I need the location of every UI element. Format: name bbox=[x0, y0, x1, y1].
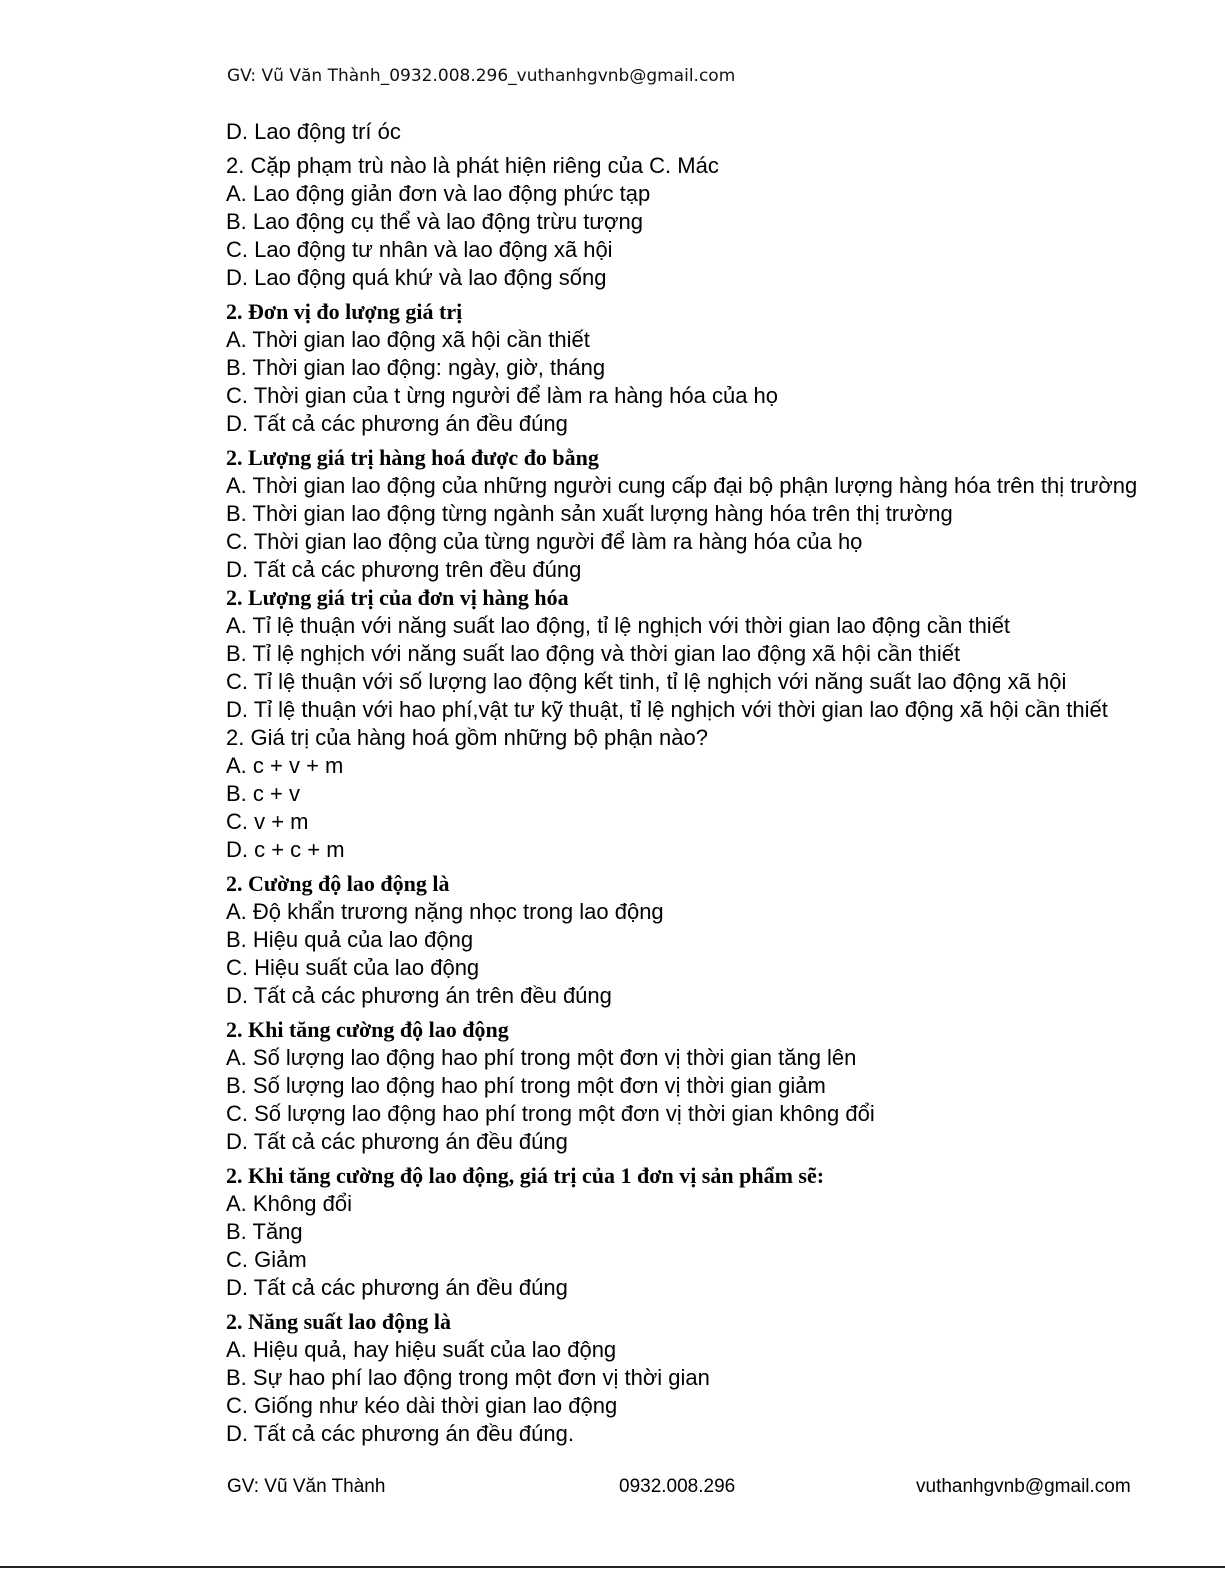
answer-option: D. Tất cả các phương trên đều đúng bbox=[226, 557, 582, 582]
question-title: 2. Cặp phạm trù nào là phát hiện riêng của C. Mác bbox=[226, 153, 719, 178]
answer-option: B. Sự hao phí lao động trong một đơn vị thời gian bbox=[226, 1365, 710, 1390]
answer-option: C. Hiệu suất của lao động bbox=[226, 955, 480, 980]
answer-option: D. Lao động trí óc bbox=[226, 119, 401, 144]
answer-option: A. Tỉ lệ thuận với năng suất lao động, tỉ lệ nghịch với thời gian lao động cần thiết bbox=[226, 613, 1011, 638]
answer-option: B. Tăng bbox=[226, 1219, 303, 1244]
answer-option: B. Thời gian lao động: ngày, giờ, tháng bbox=[226, 355, 606, 380]
answer-option: D. Tất cả các phương án đều đúng bbox=[226, 1275, 568, 1300]
answer-option: A. Thời gian lao động của những người cung cấp đại bộ phận lượng hàng hóa trên thị trường bbox=[226, 473, 1138, 498]
answer-option: B. Lao động cụ thể và lao động trừu tượng bbox=[226, 209, 643, 234]
answer-option: B. Số lượng lao động hao phí trong một đơn vị thời gian giảm bbox=[226, 1073, 826, 1098]
answer-option: A. Lao động giản đơn và lao động phức tạp bbox=[226, 181, 651, 206]
answer-option: D. Tất cả các phương án đều đúng bbox=[226, 1129, 568, 1154]
answer-option: B. Thời gian lao động từng ngành sản xuất lượng hàng hóa trên thị trường bbox=[226, 501, 953, 526]
answer-option: D. Tất cả các phương án trên đều đúng bbox=[226, 983, 612, 1008]
question-title: 2. Cường độ lao động là bbox=[226, 871, 450, 896]
question-title: 2. Giá trị của hàng hoá gồm những bộ phận nào? bbox=[226, 725, 708, 750]
answer-option: A. Thời gian lao động xã hội cần thiết bbox=[226, 327, 590, 352]
answer-option: D. Lao động quá khứ và lao động sống bbox=[226, 265, 607, 290]
question-title: 2. Đơn vị đo lượng giá trị bbox=[226, 299, 463, 324]
answer-option: A. Không đổi bbox=[226, 1191, 352, 1216]
question-title: 2. Lượng giá trị hàng hoá được đo bằng bbox=[226, 445, 599, 470]
answer-option: C. Thời gian của t ừng người để làm ra hàng hóa của họ bbox=[226, 383, 779, 408]
bottom-rule bbox=[0, 1566, 1225, 1568]
answer-option: A. Hiệu quả, hay hiệu suất của lao động bbox=[226, 1337, 617, 1362]
question-title: 2. Năng suất lao động là bbox=[226, 1309, 451, 1334]
answer-option: C. Giảm bbox=[226, 1247, 307, 1272]
question-title: 2. Khi tăng cường độ lao động bbox=[226, 1017, 509, 1042]
answer-option: B. Hiệu quả của lao động bbox=[226, 927, 474, 952]
answer-option: D. Tất cả các phương án đều đúng. bbox=[226, 1421, 574, 1446]
answer-option: D. c + c + m bbox=[226, 837, 345, 862]
answer-option: C. Thời gian lao động của từng người để làm ra hàng hóa của họ bbox=[226, 529, 863, 554]
answer-option: A. c + v + m bbox=[226, 753, 344, 778]
question-title: 2. Lượng giá trị của đơn vị hàng hóa bbox=[226, 585, 569, 610]
footer-teacher-name: GV: Vũ Văn Thành bbox=[227, 1476, 386, 1497]
answer-option: B. c + v bbox=[226, 781, 300, 806]
question-title: 2. Khi tăng cường độ lao động, giá trị của 1 đơn vị sản phẩm sẽ: bbox=[226, 1163, 825, 1188]
footer-email: vuthanhgvnb@gmail.com bbox=[916, 1476, 1131, 1497]
footer-phone: 0932.008.296 bbox=[619, 1476, 736, 1497]
answer-option: D. Tỉ lệ thuận với hao phí,vật tư kỹ thuật, tỉ lệ nghịch với thời gian lao động xã hội cần thiết bbox=[226, 697, 1108, 722]
answer-option: B. Tỉ lệ nghịch với năng suất lao động và thời gian lao động xã hội cần thiết bbox=[226, 641, 961, 666]
page-header: GV: Vũ Văn Thành_0932.008.296_vuthanhgvnb@gmail.com bbox=[227, 66, 736, 86]
answer-option: C. Lao động tư nhân và lao động xã hội bbox=[226, 237, 613, 262]
answer-option: C. Tỉ lệ thuận với số lượng lao động kết tinh, tỉ lệ nghịch với năng suất lao động xã hội bbox=[226, 669, 1067, 694]
answer-option: A. Số lượng lao động hao phí trong một đơn vị thời gian tăng lên bbox=[226, 1045, 857, 1070]
answer-option: C. Số lượng lao động hao phí trong một đơn vị thời gian không đổi bbox=[226, 1101, 875, 1126]
answer-option: C. Giống như kéo dài thời gian lao động bbox=[226, 1393, 618, 1418]
answer-option: C. v + m bbox=[226, 809, 309, 834]
answer-option: D. Tất cả các phương án đều đúng bbox=[226, 411, 568, 436]
question-list bbox=[226, 118, 1186, 1448]
answer-option: A. Độ khẩn trương nặng nhọc trong lao động bbox=[226, 899, 664, 924]
